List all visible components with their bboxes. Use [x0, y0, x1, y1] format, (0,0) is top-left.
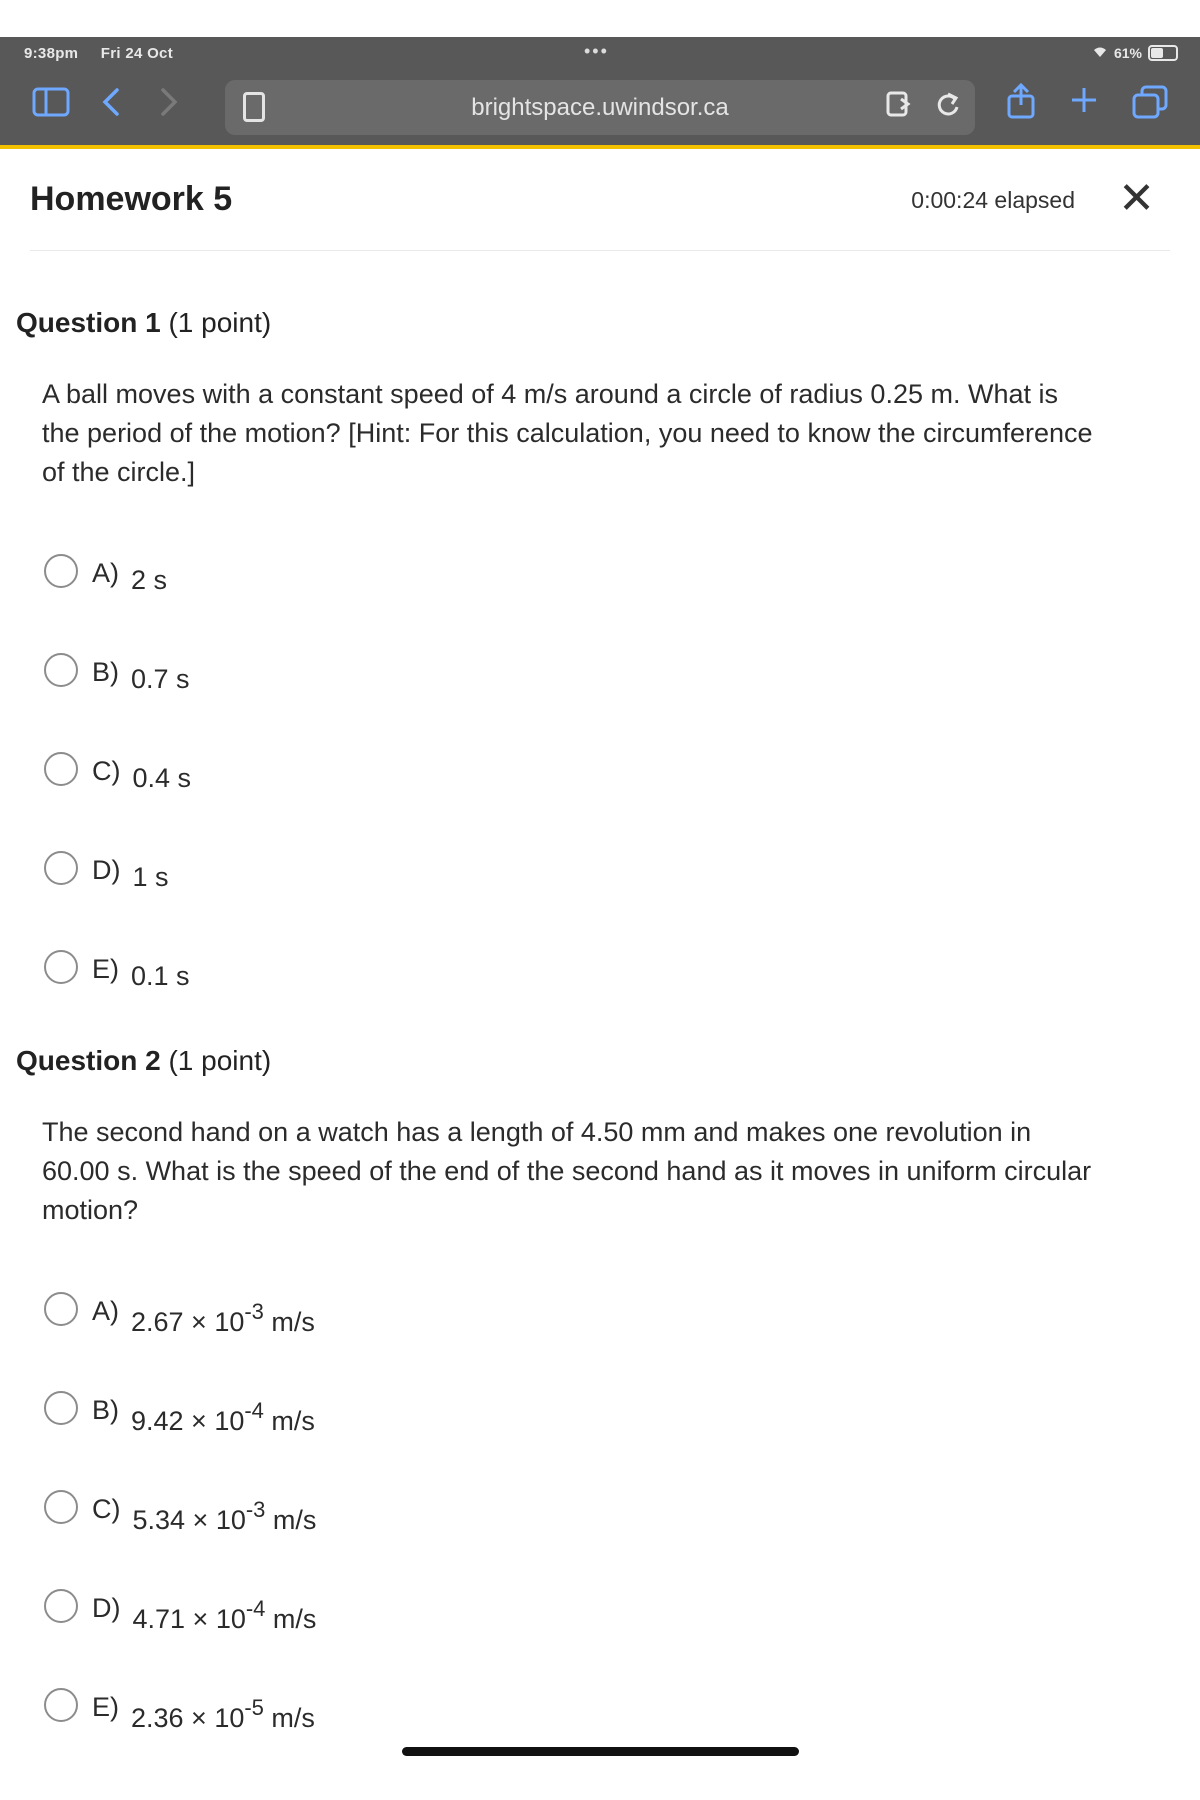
option-mantissa: 2.36 × 10 [131, 1703, 245, 1733]
option-exponent: -3 [244, 1299, 264, 1324]
radio-button[interactable] [44, 1589, 78, 1623]
option-letter: E) [92, 954, 119, 984]
option-letter: A) [92, 1296, 119, 1326]
answer-option[interactable] [44, 926, 1156, 1025]
radio-button[interactable] [44, 851, 78, 885]
option-mantissa: 4.71 × 10 [132, 1604, 246, 1634]
question-heading [16, 307, 1156, 339]
answer-option[interactable] [44, 728, 1156, 827]
new-tab-icon[interactable] [1069, 85, 1099, 121]
multitasking-dots[interactable]: ••• [584, 41, 609, 61]
status-right [1092, 45, 1178, 61]
answer-option[interactable] [44, 1466, 1156, 1565]
option-value [133, 1596, 317, 1635]
question-number: Question 2 [16, 1045, 161, 1076]
radio-button[interactable] [44, 1490, 78, 1524]
option-unit: m/s [263, 1703, 315, 1733]
radio-button[interactable] [44, 1391, 78, 1425]
radio-button[interactable] [44, 1292, 78, 1326]
option-letter: B) [92, 1395, 119, 1425]
wifi-icon [1092, 45, 1108, 61]
option-letter: D) [92, 1593, 121, 1623]
radio-button[interactable] [44, 950, 78, 984]
option-value: 2 s [131, 565, 168, 595]
option-unit: m/s [263, 1307, 315, 1337]
option-letter: B) [92, 657, 119, 687]
question-1 [16, 307, 1156, 1025]
option-value [133, 1497, 317, 1536]
option-unit: m/s [263, 1406, 315, 1436]
radio-button[interactable] [44, 752, 78, 786]
option-value [131, 1299, 315, 1338]
radio-button[interactable] [44, 554, 78, 588]
battery-icon [1148, 45, 1178, 61]
question-points: (1 point) [168, 1045, 272, 1076]
question-2 [16, 1045, 1156, 1763]
option-letter: C) [92, 756, 121, 786]
question-points: (1 point) [168, 307, 272, 338]
sidebar-icon[interactable] [32, 87, 70, 123]
answer-option[interactable] [44, 827, 1156, 926]
forward-icon[interactable] [158, 87, 180, 123]
option-exponent: -4 [245, 1596, 266, 1621]
back-icon[interactable] [100, 87, 122, 123]
question-number: Question 1 [16, 307, 161, 338]
option-unit: m/s [265, 1604, 317, 1634]
answer-option[interactable] [44, 629, 1156, 728]
reload-icon[interactable] [935, 93, 961, 124]
option-mantissa: 9.42 × 10 [131, 1406, 245, 1436]
battery-percent: 61% [1113, 45, 1142, 61]
quiz-title: Homework 5 [30, 180, 233, 218]
option-letter: E) [92, 1692, 119, 1722]
radio-button[interactable] [44, 653, 78, 687]
home-indicator[interactable] [402, 1747, 799, 1756]
elapsed-timer: 0:00:24 elapsed [911, 187, 1075, 213]
question-text: The second hand on a watch has a length of 4.50 mm and makes one revolution in 60.00 s. What is the speed of the end of the second hand as it moves in uniform circular motion? [42, 1117, 1092, 1225]
option-mantissa: 5.34 × 10 [132, 1505, 246, 1535]
answer-option[interactable] [44, 1367, 1156, 1466]
page-accent-line [0, 145, 1200, 149]
answer-options [44, 530, 1156, 1025]
tabs-overview-icon[interactable] [1132, 85, 1168, 125]
option-value [131, 1398, 315, 1437]
share-icon[interactable] [1005, 83, 1037, 125]
answer-option[interactable] [44, 530, 1156, 629]
answer-option[interactable] [44, 1268, 1156, 1367]
option-value [131, 1695, 315, 1734]
option-unit: m/s [265, 1505, 317, 1535]
quiz-header [30, 175, 1170, 251]
option-value: 0.7 s [131, 664, 190, 694]
status-time: 9:38pm [24, 45, 79, 62]
option-letter: A) [92, 558, 119, 588]
option-value: 0.1 s [131, 961, 190, 991]
url-actions [885, 90, 961, 125]
browser-chrome [0, 37, 1200, 145]
option-value: 1 s [132, 862, 169, 892]
option-mantissa: 2.67 × 10 [131, 1307, 245, 1337]
status-date: Fri 24 Oct [100, 45, 173, 62]
radio-button[interactable] [44, 1688, 78, 1722]
answer-options [44, 1268, 1156, 1763]
reader-icon[interactable] [885, 93, 935, 124]
close-icon[interactable]: ✕ [1118, 174, 1155, 223]
option-value: 0.4 s [132, 763, 192, 793]
url-text[interactable]: brightspace.uwindsor.ca [471, 94, 729, 121]
status-time-date [24, 45, 191, 62]
answer-option[interactable] [44, 1565, 1156, 1664]
option-letter: C) [92, 1494, 121, 1524]
question-text: A ball moves with a constant speed of 4 m/s around a circle of radius 0.25 m. What is the period of the motion? [Hint: For this calculation, you need to know the circumference of the circle.] [42, 379, 1093, 487]
address-bar[interactable] [225, 80, 975, 135]
question-heading [16, 1045, 1156, 1077]
option-exponent: -5 [244, 1695, 264, 1720]
option-letter: D) [92, 855, 121, 885]
option-exponent: -4 [244, 1398, 264, 1423]
option-exponent: -3 [245, 1497, 266, 1522]
